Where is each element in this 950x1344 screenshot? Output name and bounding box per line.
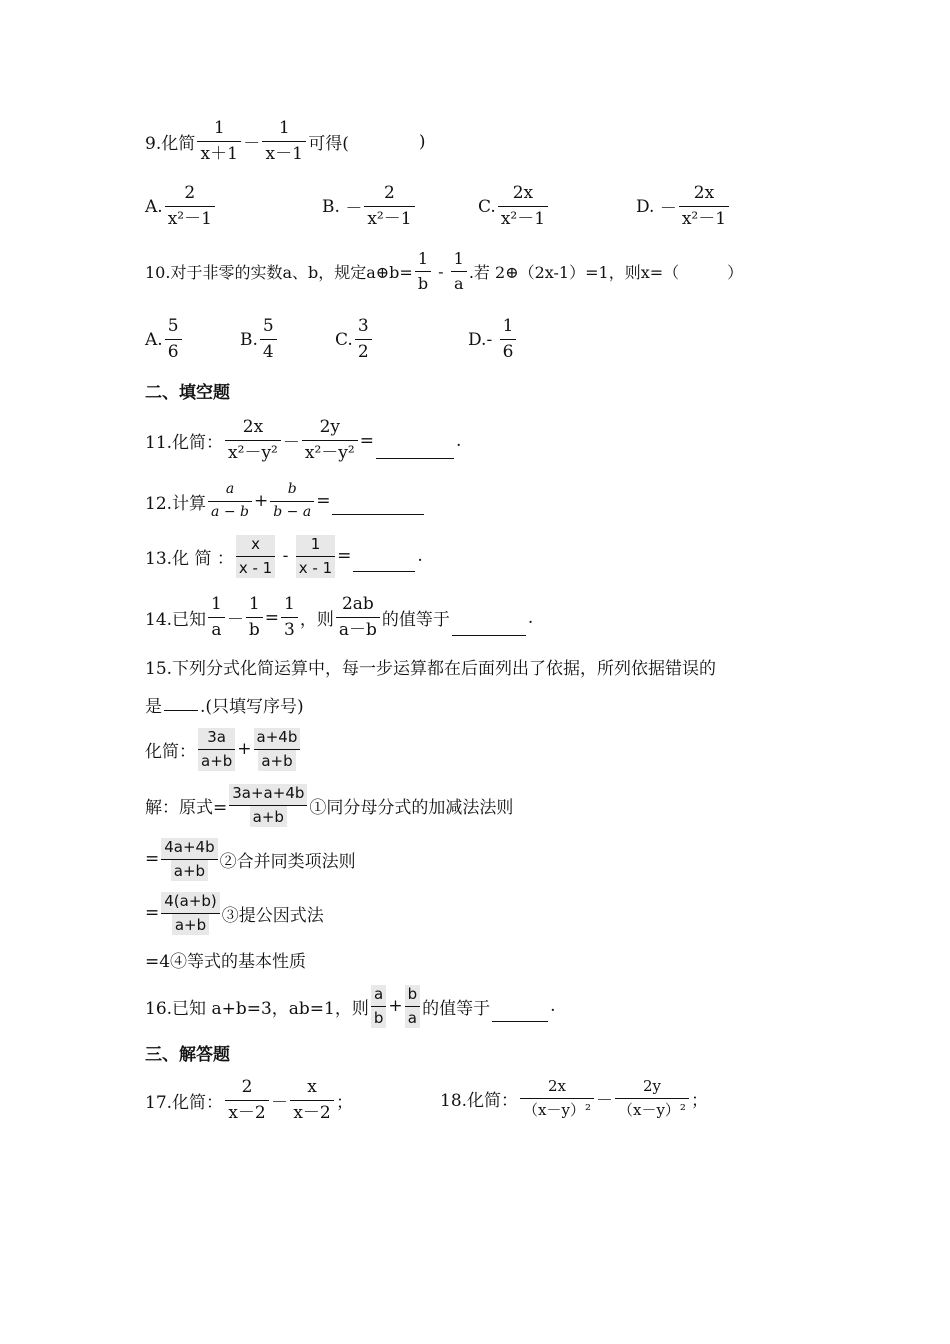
q15-step-2-fraction: $\frac{4a+4b}{a+b}$: [161, 838, 217, 881]
q13-fraction-1: $\frac{x}{x - 1}$: [236, 535, 275, 578]
q11-prefix: 11.化简：: [145, 433, 224, 454]
q15-step-1-fraction: $\frac{3a+a+4b}{a+b}$: [229, 784, 307, 827]
q15-step-3: = $\frac{4(a+b)}{a+b}$ ③提公因式法: [145, 892, 324, 934]
q10-option-b: B. $\frac{5}{4}$: [240, 316, 279, 364]
q15-step-3-fraction: $\frac{4(a+b)}{a+b}$: [161, 892, 220, 935]
q9-fraction-2: $\frac{1}{x-1}$: [262, 118, 306, 166]
q10-operator: -: [433, 262, 449, 281]
q15-fraction-2: $\frac{a+4b}{a+b}$: [254, 728, 301, 771]
section-2-heading: 二、填空题: [145, 383, 230, 403]
q10-option-d: D. - $\frac{1}{6}$: [468, 316, 518, 364]
q12-fraction-2: $\frac{b}{b - a}$: [270, 481, 314, 521]
q10-prefix: 10.对于非零的实数a、b，规定a⊕b=: [145, 263, 413, 282]
q9-prefix: 9.化简: [145, 134, 196, 155]
q11-fraction-1: $\frac{2x}{\text{x²－y²}}$: [225, 417, 281, 465]
q17-prefix: 17.化简：: [145, 1093, 224, 1114]
q10-fraction-1: $\frac{1}{b}$: [415, 249, 431, 294]
q11-answer-blank: [376, 457, 454, 459]
question-17: 17.化简： $\frac{2}{x-2}$ － $\frac{x}{x-2}$ ；: [145, 1077, 354, 1124]
q9-option-c: C. $\frac{2x}{\text{x²－1}}$: [478, 183, 550, 231]
q11-fraction-2: $\frac{2y}{\text{x²－y²}}$: [302, 417, 358, 465]
q14-fraction-1: $\frac{1}{a}$: [208, 594, 225, 642]
q10-fraction-2: $\frac{1}{a}$: [451, 249, 467, 294]
q15-step-1: 解：原式= $\frac{3a+a+4b}{a+b}$ ①同分母分式的加减法法则: [145, 784, 514, 826]
q13-fraction-2: $\frac{1}{x - 1}$: [296, 535, 335, 578]
q15-simplify: 化简： $\frac{3a}{a+b}$ + $\frac{a+4b}{a+b}$: [145, 728, 302, 771]
question-16: 16.已知 a+b=3，ab=1，则 $\frac{a}{b}$ + $\frac{b}{a}$ 的值等于 .: [145, 985, 556, 1027]
q13-answer-blank: [353, 570, 415, 572]
q18-prefix: 18.化简：: [440, 1090, 519, 1111]
q15-step-2: = $\frac{4a+4b}{a+b}$ ②合并同类项法则: [145, 838, 356, 880]
q16-answer-blank: [492, 1020, 548, 1022]
q15-answer-blank: [164, 709, 198, 711]
q12-fraction-1: $\frac{a}{a - b}$: [208, 481, 252, 521]
q16-fraction-1: $\frac{a}{b}$: [371, 985, 387, 1028]
section-3-heading: 三、解答题: [145, 1045, 230, 1065]
q14-answer-blank: [452, 634, 526, 636]
question-11: 11.化简： $\frac{2x}{\text{x²－y²}}$ － $\frac{2y}{\text{x²－y²}}$ = .: [145, 417, 462, 464]
q10-suffix: .若 2⊕（2x-1）=1，则x=（: [468, 263, 680, 282]
q9-option-a: A. $\frac{2}{\text{x²－1}}$: [145, 183, 217, 231]
question-15-line-2: 是 .(只填写序号): [145, 697, 304, 717]
q12-prefix: 12.计算: [145, 493, 207, 514]
question-14: 14.已知 $\frac{1}{a}$ － $\frac{1}{b}$ = $\frac{1}{3}$ ，则 $\frac{2ab}{a-b}$ 的值等于 .: [145, 594, 534, 641]
q9-operator: －: [243, 134, 261, 155]
q10-option-a: A. $\frac{5}{6}$: [145, 316, 184, 364]
question-13: 13.化 简 ： $\frac{x}{x - 1}$ - $\frac{1}{x - 1}$ = .: [145, 535, 423, 577]
q18-fraction-2: $\frac{2y}{\text{（x－y）²}}$: [615, 1077, 689, 1120]
q9-close: ): [418, 131, 426, 152]
question-18: 18.化简： $\frac{2x}{\text{（x－y）²}}$ － $\frac{2y}{\text{（x－y）²}}$ ；: [440, 1077, 708, 1119]
q14-fraction-3: $\frac{1}{3}$: [281, 594, 298, 642]
q10-option-c: C. $\frac{3}{2}$: [335, 316, 374, 364]
question-12: 12.计算 $\frac{a}{a - b}$ + $\frac{b}{b - a}$ =: [145, 481, 426, 521]
q15-fraction-1: $\frac{3a}{a+b}$: [198, 728, 235, 771]
q14-prefix: 14.已知: [145, 610, 207, 631]
q15-step-4: =4④等式的基本性质: [145, 952, 307, 972]
q17-fraction-2: $\frac{x}{x-2}$: [290, 1077, 334, 1125]
q14-fraction-4: $\frac{2ab}{a-b}$: [336, 594, 380, 642]
q14-fraction-2: $\frac{1}{b}$: [246, 594, 263, 642]
q18-fraction-1: $\frac{2x}{\text{（x－y）²}}$: [520, 1077, 594, 1120]
q10-close: ）: [727, 263, 744, 282]
q9-option-d: D. － $\frac{2x}{\text{x²－1}}$: [636, 183, 731, 231]
q16-prefix: 16.已知 a+b=3，ab=1，则: [145, 998, 369, 1019]
q17-fraction-1: $\frac{2}{x-2}$: [225, 1077, 269, 1125]
q12-answer-blank: [332, 513, 424, 515]
q9-suffix: 可得(: [308, 134, 349, 155]
question-10: [145, 249, 743, 294]
question-15-line-1: 15.下列分式化简运算中，每一步运算都在后面列出了依据，所列依据错误的: [145, 659, 717, 679]
q9-fraction-1: $\frac{1}{x+1}$: [197, 118, 241, 166]
q9-option-b: B. － $\frac{2}{\text{x²－1}}$: [322, 183, 417, 231]
q16-fraction-2: $\frac{b}{a}$: [405, 985, 421, 1028]
q13-prefix: 13.化 简 ：: [145, 548, 234, 569]
question-9: [145, 118, 426, 166]
